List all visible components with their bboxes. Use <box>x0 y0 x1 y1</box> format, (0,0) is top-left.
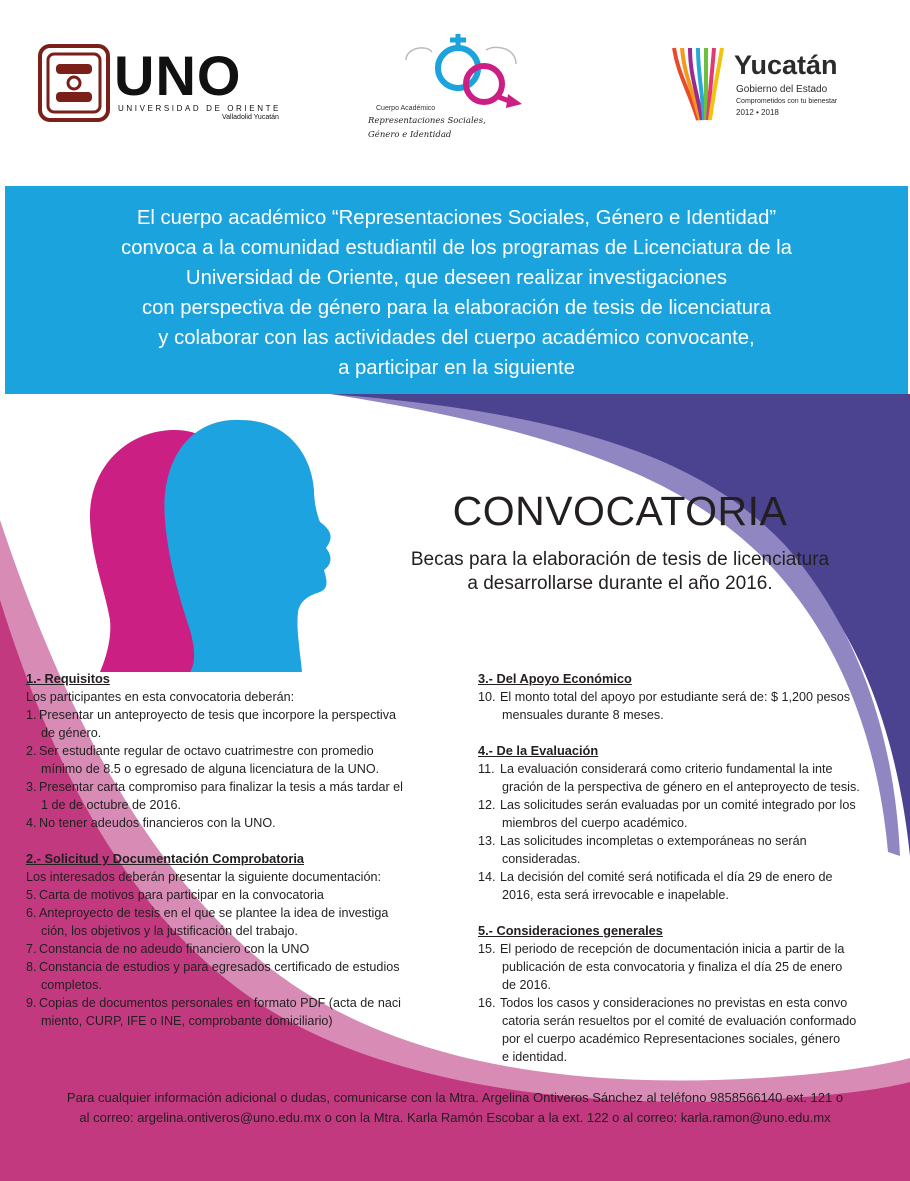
item-number: 7. <box>26 942 37 956</box>
section-apoyo-title: 3.- Del Apoyo Económico <box>478 671 632 686</box>
item-text-cont: miento, CURP, IFE o INE, comprobante domiciliario) <box>41 1014 333 1028</box>
item-text: Constancia de estudios y para egresados certificado de estudios <box>39 960 400 974</box>
list-item <box>26 742 446 778</box>
item-text: Todos los casos y consideraciones no previstas en esta convo <box>500 996 848 1010</box>
item-number: 10. <box>478 690 496 704</box>
list-item <box>478 688 898 724</box>
subtitle-line: Becas para la elaboración de tesis de licenciatura <box>410 549 830 570</box>
list-item <box>478 940 898 994</box>
item-text: Constancia de no adeudo financiero con la UNO <box>39 942 310 956</box>
item-text-cont: completos. <box>41 978 102 992</box>
footer-line: Para cualquier información adicional o dudas, comunicarse con la Mtra. Argelina Ontiveros Sánchez al teléfono 9858566140 ext. 121 o <box>66 1090 844 1105</box>
list-item <box>26 994 446 1030</box>
item-number: 1. <box>26 708 37 722</box>
item-number: 12. <box>478 798 496 812</box>
list-item <box>26 778 446 814</box>
item-number: 13. <box>478 834 496 848</box>
uno-logo <box>38 44 288 122</box>
intro-line: a participar en la siguiente <box>338 357 575 379</box>
intro-line: convoca a la comunidad estudiantil de los programas de Licenciatura de la <box>121 237 792 259</box>
item-text-cont: mínimo de 8.5 o egresado de alguna licenciatura de la UNO. <box>41 762 380 776</box>
footer-line: al correo: argelina.ontiveros@uno.edu.mx o con la Mtra. Karla Ramón Escobar a la ext. 122 o al correo: karla.ramon@uno.edu.mx <box>79 1110 831 1125</box>
page-title: CONVOCATORIA <box>452 488 788 534</box>
section-solicitud-title: 2.- Solicitud y Documentación Comprobatoria <box>26 851 305 866</box>
contact-footer <box>20 1088 890 1128</box>
list-item <box>478 832 898 868</box>
section-solicitud-intro: Los interesados deberán presentar la siguiente documentación: <box>26 870 381 884</box>
uno-subtitle: UNIVERSIDAD DE ORIENTE <box>118 104 281 113</box>
item-text-cont: publicación de esta convocatoria y finaliza el día 25 de enero <box>502 960 843 974</box>
list-item <box>26 886 446 904</box>
item-number: 6. <box>26 906 37 920</box>
item-number: 15. <box>478 942 496 956</box>
item-text-cont: consideradas. <box>502 852 581 866</box>
uno-wordmark: UNO <box>114 44 242 107</box>
subtitle-line: a desarrollarse durante el año 2016. <box>467 573 773 594</box>
item-text: Ser estudiante regular de octavo cuatrimestre con promedio <box>39 744 374 758</box>
item-number: 14. <box>478 870 496 884</box>
item-number: 3. <box>26 780 37 794</box>
uno-city: Valladolid Yucatán <box>222 114 279 121</box>
item-number: 4. <box>26 816 37 830</box>
yucatan-ribbons-icon <box>668 44 730 122</box>
consideraciones-list <box>478 940 898 1066</box>
item-text-cont: de género. <box>41 726 102 740</box>
item-text-cont: por el cuerpo académico Representaciones sociales, género <box>502 1032 841 1046</box>
list-item <box>478 796 898 832</box>
item-text-cont: 1 de de octubre de 2016. <box>41 798 182 812</box>
intro-line: El cuerpo académico “Representaciones Sociales, Género e Identidad” <box>136 207 777 229</box>
item-text: Las solicitudes serán evaluadas por un comité integrado por los <box>500 798 856 812</box>
item-text: Carta de motivos para participar en la convocatoria <box>39 888 324 902</box>
item-text: Copias de documentos personales en formato PDF (acta de naci <box>39 996 401 1010</box>
ca-name-line1: Representaciones Sociales, <box>368 116 486 126</box>
item-number: 5. <box>26 888 37 902</box>
item-text: La decisión del comité será notificada el día 29 de enero de <box>500 870 833 884</box>
item-text-cont: 2016, esta será irrevocable e inapelable. <box>502 888 729 902</box>
item-text: La evaluación considerará como criterio fundamental la inte <box>500 762 833 776</box>
uno-glyph-icon <box>38 44 110 122</box>
intro-line: y colaborar con las actividades del cuerpo académico convocante, <box>158 327 755 349</box>
list-item <box>478 760 898 796</box>
apoyo-list <box>478 688 898 724</box>
page-subtitle <box>380 548 860 596</box>
item-number: 2. <box>26 744 37 758</box>
item-text-cont: gración de la perspectiva de género en el anteproyecto de tesis. <box>502 780 860 794</box>
right-column <box>478 670 898 1066</box>
section-requisitos-intro: Los participantes en esta convocatoria deberán: <box>26 690 295 704</box>
item-text: Presentar un anteproyecto de tesis que incorpore la perspectiva <box>39 708 397 722</box>
list-item <box>26 904 446 940</box>
intro-line: con perspectiva de género para la elaboración de tesis de licenciatura <box>141 297 772 319</box>
item-text: Presentar carta compromiso para finalizar la tesis a más tardar el <box>39 780 403 794</box>
intro-banner <box>5 186 908 394</box>
yucatan-logo <box>668 44 868 124</box>
item-number: 11. <box>478 762 495 776</box>
list-item <box>478 994 898 1066</box>
item-text: El periodo de recepción de documentación inicia a partir de la <box>500 942 845 956</box>
item-number: 16. <box>478 996 496 1010</box>
intro-line: Universidad de Oriente, que deseen realizar investigaciones <box>185 267 728 289</box>
item-text-cont: de 2016. <box>502 978 552 992</box>
evaluacion-list <box>478 760 898 904</box>
item-text-cont: miembros del cuerpo académico. <box>502 816 688 830</box>
item-text: Anteproyecto de tesis en el que se plantee la idea de investiga <box>39 906 389 920</box>
documentacion-list <box>26 886 446 1030</box>
yucatan-years: 2012 • 2018 <box>736 108 779 117</box>
requisitos-list <box>26 706 446 832</box>
item-number: 8. <box>26 960 37 974</box>
intro-text <box>5 186 908 383</box>
list-item <box>478 868 898 904</box>
item-text-cont: catoria serán resueltos por el comité de evaluación conformado <box>502 1014 857 1028</box>
yucatan-name: Yucatán <box>734 50 838 80</box>
gender-symbols-icon <box>366 30 546 110</box>
section-evaluacion-title: 4.- De la Evaluación <box>478 743 599 758</box>
item-text-cont: ción, los objetivos y la justificación del trabajo. <box>41 924 298 938</box>
list-item <box>26 814 446 832</box>
ca-label: Cuerpo Académico <box>376 105 436 112</box>
item-number: 9. <box>26 996 37 1010</box>
yucatan-gov: Gobierno del Estado <box>736 84 828 95</box>
item-text-cont: e identidad. <box>502 1050 568 1064</box>
list-item <box>26 958 446 994</box>
item-text: Las solicitudes incompletas o extemporáneas no serán <box>500 834 807 848</box>
list-item <box>26 940 446 958</box>
left-column <box>26 670 446 1030</box>
ca-name-line2: Género e Identidad <box>368 130 452 140</box>
yucatan-tagline: Comprometidos con tu bienestar <box>736 98 838 105</box>
list-item <box>26 706 446 742</box>
item-text-cont: mensuales durante 8 meses. <box>502 708 664 722</box>
section-requisitos-title: 1.- Requisitos <box>26 671 110 686</box>
item-text: El monto total del apoyo por estudiante será de: $ 1,200 pesos <box>500 690 851 704</box>
section-consideraciones-title: 5.- Consideraciones generales <box>478 923 663 938</box>
cuerpo-academico-logo <box>366 30 546 150</box>
item-text: No tener adeudos financieros con la UNO. <box>39 816 276 830</box>
